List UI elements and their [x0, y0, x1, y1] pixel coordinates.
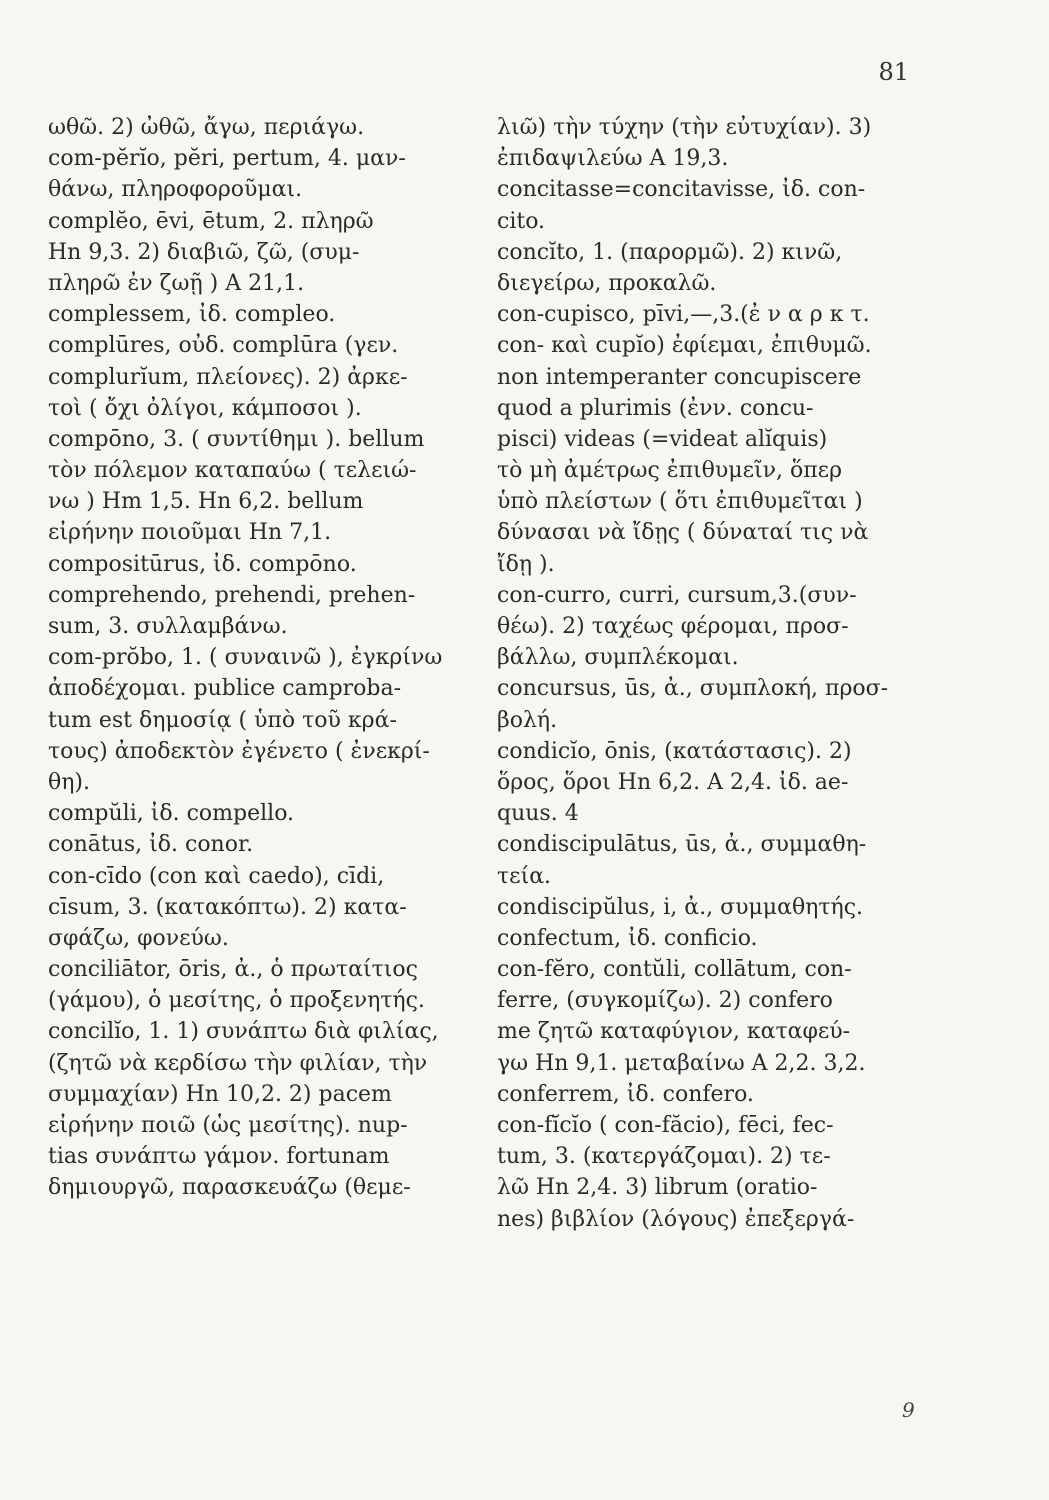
dictionary-line: concilĭo, 1. 1) συνάπτω διὰ φιλίας, — [48, 1019, 439, 1045]
dictionary-line: condiscipŭlus, i, ἀ., συμμαθητής. — [497, 894, 864, 920]
dictionary-line: me ζητῶ καταφύγιον, καταφεύ- — [497, 1019, 851, 1045]
dictionary-line: compōno, 3. ( συντίθημι ). bellum — [48, 426, 425, 452]
dictionary-line: confectum, ἰδ. conficio. — [497, 925, 758, 951]
dictionary-line: τους) ἀποδεκτὸν ἐγένετο ( ἐνεκρί- — [48, 738, 430, 764]
dictionary-line: δημιουργῶ, παρασκευάζω (θεμε- — [48, 1175, 411, 1201]
dictionary-line: pisci) videas (=videat alĭquis) — [497, 426, 828, 452]
page-number: 81 — [878, 58, 909, 86]
dictionary-line: cito. — [497, 208, 546, 234]
left-column — [48, 112, 458, 1204]
dictionary-line: conciliātor, ōris, ἀ., ὁ πρωταίτιος — [48, 957, 418, 983]
dictionary-line: conferrem, ἰδ. confero. — [497, 1081, 754, 1107]
dictionary-line: εἰρήνην ποιοῦμαι Hn 7,1. — [48, 520, 332, 546]
dictionary-line: tias συνάπτω γάμον. fortunam — [48, 1144, 390, 1170]
dictionary-line: quus. 4 — [497, 801, 579, 827]
dictionary-line: nes) βιβλίον (λόγους) ἐπεξεργά- — [497, 1206, 855, 1232]
dictionary-line: conātus, ἰδ. conor. — [48, 832, 254, 858]
dictionary-line: θη). — [48, 769, 91, 795]
dictionary-line: θέω). 2) ταχέως φέρομαι, προσ- — [497, 614, 849, 639]
dictionary-line: εἰρήνην ποιῶ (ὡς μεσίτης). nup- — [48, 1113, 408, 1138]
dictionary-line: διεγείρω, προκαλῶ. — [497, 270, 717, 296]
dictionary-line: ὅρος, ὅροι Hn 6,2. A 2,4. ἰδ. ae- — [497, 769, 849, 795]
dictionary-line: βολή. — [497, 707, 558, 733]
dictionary-line: ἴδῃ ). — [497, 551, 555, 577]
dictionary-line: tum, 3. (κατεργάζομαι). 2) τε- — [497, 1144, 831, 1170]
dictionary-line: condiscipulātus, ūs, ἀ., συμμαθη- — [497, 832, 867, 858]
dictionary-line: Hn 9,3. 2) διαβιῶ, ζῶ, (συμ- — [48, 239, 360, 265]
dictionary-line: λῶ Hn 2,4. 3) librum (oratio- — [497, 1175, 818, 1201]
dictionary-line: comprehendo, prehendi, prehen- — [48, 582, 416, 608]
dictionary-line: σφάζω, φονεύω. — [48, 925, 229, 951]
printer-signature: 9 — [902, 1398, 915, 1422]
dictionary-line: γω Hn 9,1. μεταβαίνω A 2,2. 3,2. — [497, 1050, 866, 1076]
dictionary-line: con- καὶ cupĭo) ἐφίεμαι, ἐπιθυμῶ. — [497, 333, 872, 359]
dictionary-line: complūres, οὐδ. complūra (γεν. — [48, 333, 399, 359]
dictionary-line: τοὶ ( ὄχι ὀλίγοι, κάμποσοι ). — [48, 395, 362, 421]
dictionary-line: ωθῶ. 2) ὠθῶ, ἄγω, περιάγω. — [48, 115, 365, 140]
dictionary-line: complessem, ἰδ. compleo. — [48, 302, 336, 328]
dictionary-line: ἀποδέχομαι. publice camproba- — [48, 676, 402, 702]
dictionary-line: τὸ μὴ ἀμέτρως ἐπιθυμεῖν, ὅπερ — [497, 458, 843, 484]
dictionary-line: τὸν πόλεμον καταπαύω ( τελειώ- — [48, 458, 417, 484]
dictionary-line: ἐπιδαψιλεύω A 19,3. — [497, 146, 729, 172]
dictionary-line: λιῶ) τὴν τύχην (τὴν εὐτυχίαν). 3) — [497, 115, 872, 140]
dictionary-line: con-fĭcĭo ( con-făcio), fēci, fec- — [497, 1113, 834, 1138]
dictionary-line: νω ) Hm 1,5. Hn 6,2. bellum — [48, 489, 364, 515]
dictionary-line: θάνω, πληροφοροῦμαι. — [48, 177, 303, 203]
dictionary-line: concĭto, 1. (παρορμῶ). 2) κινῶ, — [497, 239, 843, 265]
dictionary-line: complĕo, ēvi, ētum, 2. πληρῶ — [48, 208, 374, 234]
dictionary-line: (γάμου), ὁ μεσίτης, ὁ προξενητής. — [48, 988, 425, 1014]
right-column — [497, 112, 929, 1235]
dictionary-line: tum est δημοσίᾳ ( ὑπὸ τοῦ κρά- — [48, 707, 397, 733]
dictionary-line: con-cupisco, pīvi,—,3.(ἐ ν α ρ κ τ. — [497, 302, 870, 328]
dictionary-line: πληρῶ ἐν ζωῇ ) A 21,1. — [48, 270, 305, 296]
dictionary-line: con-curro, curri, cursum,3.(συν- — [497, 582, 857, 608]
dictionary-line: compositūrus, ἰδ. compōno. — [48, 551, 357, 577]
dictionary-line: con-cīdo (con καὶ caedo), cīdi, — [48, 863, 385, 889]
dictionary-line: compŭli, ἰδ. compello. — [48, 801, 295, 827]
dictionary-line: com-pĕrĭo, pĕri, pertum, 4. μαν- — [48, 146, 406, 172]
dictionary-line: cīsum, 3. (κατακόπτω). 2) κατα- — [48, 894, 407, 920]
dictionary-line: condicĭo, ōnis, (κατάστασις). 2) — [497, 738, 852, 764]
dictionary-line: non intemperanter concupiscere — [497, 364, 862, 390]
dictionary-line: τεία. — [497, 863, 552, 889]
dictionary-line: ferre, (συγκομίζω). 2) confero — [497, 988, 833, 1014]
dictionary-line: com-prŏbo, 1. ( συναινῶ ), ἐγκρίνω — [48, 645, 443, 671]
dictionary-line: complurĭum, πλείονες). 2) ἀρκε- — [48, 364, 408, 390]
dictionary-line: (ζητῶ νὰ κερδίσω τὴν φιλίαν, τὴν — [48, 1050, 428, 1076]
dictionary-line: sum, 3. συλλαμβάνω. — [48, 614, 288, 639]
dictionary-line: συμμαχίαν) Hn 10,2. 2) pacem — [48, 1081, 392, 1107]
dictionary-line: con-fĕro, contŭli, collātum, con- — [497, 957, 852, 983]
dictionary-line: βάλλω, συμπλέκομαι. — [497, 645, 739, 671]
dictionary-line: ὑπὸ πλείστων ( ὅτι ἐπιθυμεῖται ) — [497, 489, 863, 515]
dictionary-line: δύνασαι νὰ ἴδῃς ( δύναταί τις νὰ — [497, 520, 869, 546]
dictionary-line: quod a plurimis (ἐνν. concu- — [497, 395, 814, 421]
dictionary-line: concitasse=concitavisse, ἰδ. con- — [497, 177, 866, 203]
dictionary-line: concursus, ūs, ἀ., συμπλοκή, προσ- — [497, 676, 889, 702]
